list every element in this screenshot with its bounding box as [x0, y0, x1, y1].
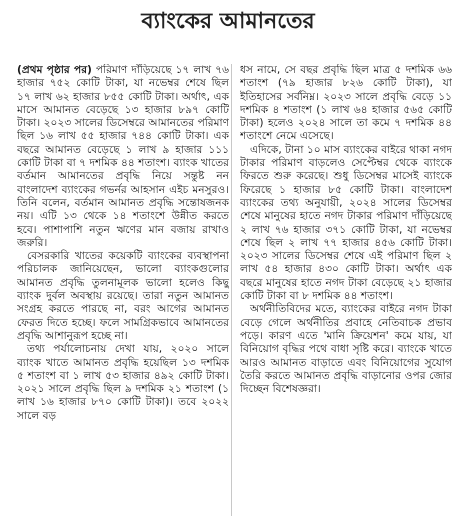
paragraph: এদিকে, টানা ১০ মাস ব্যাংকের বাইরে থাকা নগদ টাকার পরিমাণ বাড়লেও সেপ্টেম্বর থেকে ব্যাংকে ফিরতে শুরু করেছে। শুধু ডিসেম্বর মাসেই ব্যাংকে ফিরেছে ১ হাজার ৮৫ কোটি টাকা। বাংলাদেশ ব্যাংকের তথ্য অনুযায়ী, ২০২৪ সালের ডিসেম্বর শেষে মানুষের হাতে নগদ টাকার পরিমাণ দাঁড়িয়েছে ২ লাখ ৭৬ হাজার ৩৭১ কোটি টাকা, যা নভেম্বর শেষে ছিল ২ লাখ ৭৭ হাজার ৪৫৬ কোটি টাকা। ২০২৩ সালের ডিসেম্বর শেষে এই পরিমাণ ছিল ২ লাখ ৫৪ হাজার ৪৩০ কোটি টাকা। অর্থাৎ এক বছরে মানুষের হাতে নগদ টাকা বেড়েছে ২১ হাজার কোটি টাকা বা ৮ দশমিক ৪৪ শতাংশ।	[240, 143, 452, 303]
article-column-right	[240, 64, 452, 519]
paragraph	[17, 64, 229, 250]
continuation-label: (প্রথম পৃষ্ঠার পর)	[17, 64, 92, 76]
paragraph: তথ্য পর্যালোচনায় দেখা যায়, ২০২০ সালে ব্যাংক খাতে আমানত প্রবৃদ্ধি হয়েছিল ১৩ দশমিক ৫ শতাংশ বা ১ লাখ ৫৩ হাজার ৪৯২ কোটি টাকা। ২০২১ সালে প্রবৃদ্ধি ছিল ৯ দশমিক ২১ শতাংশ (১ লাখ ১৬ হাজার ৮৭০ কোটি টাকা)। তবে ২০২২ সালে বড়	[17, 343, 229, 422]
paragraph: অর্থনীতিবিদের মতে, ব্যাংকের বাইরে নগদ টাকা বেড়ে গেলে অর্থনীতির প্রবাহে নেতিবাচক প্রভাব পড়ে। কারণ এতে 'মানি ক্রিয়েশন' কমে যায়, যা বিনিয়োগ বৃদ্ধির পথে বাধা সৃষ্টি করে। ব্যাংকে খাতে আরও আমানত বাড়াতে এবং বিনিয়োগের সুযোগ তৈরি করতে আমানত প্রবৃদ্ধি বাড়ানোর ওপর জোর দিচ্ছেন বিশেষজ্ঞরা।	[240, 303, 452, 396]
headline: ব্যাংকের আমানতের	[141, 8, 315, 34]
paragraph: বেসরকারি খাতের কয়েকটি ব্যাংকের ব্যবস্থাপনা পরিচালক জানিয়েছেন, ভালো ব্যাংকগুলোর আমানত প্রবৃদ্ধি তুলনামূলক ভালো হলেও কিছু ব্যাংক দুর্বল অবস্থায় রয়েছে। তারা নতুন আমানত সংগ্রহ করতে পারছে না, বরং আগের আমানত ফেরত দিতে হচ্ছে। ফলে সামগ্রিকভাবে আমানতের প্রবৃদ্ধি আশানুরূপ হচ্ছে না।	[17, 250, 229, 342]
article-column-left	[17, 64, 229, 519]
paragraph-text: পরিমাণ দাঁড়িয়েছে ১৭ লাখ ৭৬ হাজার ৭৫২ কোটি টাকা, যা নভেম্বর শেষে ছিল ১৭ লাখ ৬২ হাজার ৮৫৫ কোটি টাকা। অর্থাৎ, এক মাসে আমানত বেড়েছে ১৩ হাজার ৮৯৭ কোটি টাকা। ২০২৩ সালের ডিসেম্বরে আমানতের পরিমাণ ছিল ১৬ লাখ ৫৫ হাজার ৭৪৪ কোটি টাকা। এক বছরে আমানত বেড়েছে ১ লাখ ৯ হাজার ১১১ কোটি টাকা বা ৭ দশমিক ৪৪ শতাংশ। ব্যাংক খাতের বর্তমান আমানতের প্রবৃদ্ধি নিয়ে সন্তুষ্ট নন বাংলাদেশ ব্যাংকের গভর্নর আহসান এইচ মনসুরও। তিনি বলেন, বর্তমান আমানত প্রবৃদ্ধি সন্তোষজনক নয়। এটি ১৩ থেকে ১৪ শতাংশে উন্নীত করতে হবে। পাশাপাশি নতুন ঋণের মান বজায় রাখাও জরুরি।	[17, 64, 229, 249]
paragraph: ধস নামে, সে বছর প্রবৃদ্ধি ছিল মাত্র ৫ দশমিক ৬৬ শতাংশ (৭৯ হাজার ৮২৬ কোটি টাকা), যা ইতিহাসের সর্বনিম্ন। ২০২৩ সালে প্রবৃদ্ধি বেড়ে ১১ দশমিক ৪ শতাংশ (১ লাখ ৬৪ হাজার ৫৬৫ কোটি টাকা) হলেও ২০২৪ সালে তা কমে ৭ দশমিক ৪৪ শতাংশে নেমে এসেছে।	[240, 64, 452, 143]
column-divider	[231, 64, 232, 516]
